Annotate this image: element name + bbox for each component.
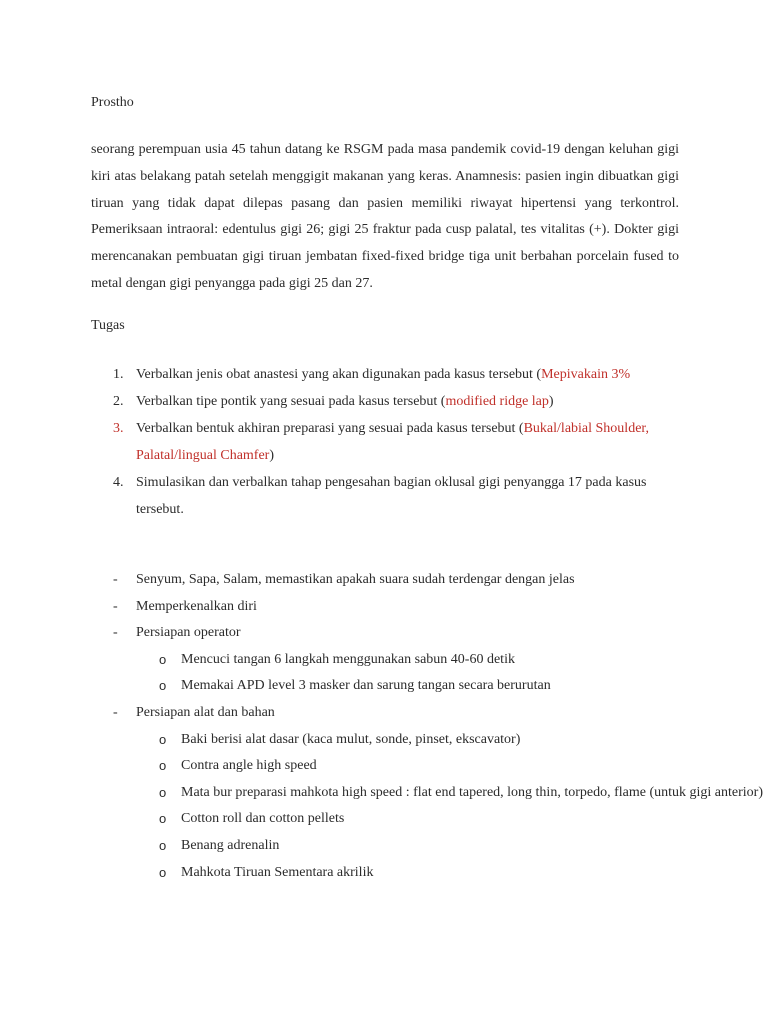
procedure-sublist bbox=[136, 727, 763, 887]
tugas-heading: Tugas bbox=[91, 318, 125, 333]
dash-marker: - bbox=[113, 625, 118, 641]
procedure-item bbox=[91, 620, 691, 700]
sub-item bbox=[91, 753, 768, 780]
bullet-marker: o bbox=[159, 678, 167, 694]
sub-item-text: Baki berisi alat dasar (kaca mulut, sonde, pinset, ekscavator) bbox=[181, 731, 521, 747]
task-item-4 bbox=[91, 469, 681, 523]
task-list bbox=[91, 361, 681, 523]
sub-item-text: Memakai APD level 3 masker dan sarung tangan secara berurutan bbox=[181, 678, 551, 694]
sub-item-text: Contra angle high speed bbox=[181, 758, 317, 774]
task-answer: modified ridge lap bbox=[445, 394, 549, 409]
bullet-marker: o bbox=[159, 784, 167, 800]
task-text: Simulasikan dan verbalkan tahap pengesahan bagian oklusal gigi penyangga 17 pada kasus tersebut. bbox=[136, 475, 647, 517]
task-text: Verbalkan bentuk akhiran preparasi yang sesuai pada kasus tersebut ( bbox=[136, 421, 524, 436]
procedure-item bbox=[91, 700, 763, 886]
task-item-2 bbox=[91, 388, 681, 415]
task-answer: Mepivakain 3% bbox=[541, 367, 631, 382]
task-number: 2. bbox=[113, 394, 124, 409]
dash-marker: - bbox=[113, 598, 118, 614]
dash-marker: - bbox=[113, 572, 118, 587]
sub-item bbox=[91, 727, 768, 754]
task-answer: Bukal/labial Shoulder, Palatal/lingual Chamfer bbox=[136, 421, 650, 463]
task-number: 4. bbox=[113, 475, 124, 490]
bullet-marker: o bbox=[159, 864, 167, 880]
task-close: ) bbox=[548, 394, 554, 409]
sub-item-text: Mata bur preparasi mahkota high speed : flat end tapered, long thin, torpedo, flame (untuk gigi anterior) bbox=[181, 784, 763, 800]
procedure-item bbox=[91, 594, 691, 621]
sub-item bbox=[91, 806, 768, 833]
sub-item bbox=[91, 673, 768, 700]
sub-item-text: Mahkota Tiruan Sementara akrilik bbox=[181, 864, 374, 880]
dash-marker: - bbox=[113, 704, 118, 720]
bullet-marker: o bbox=[159, 837, 167, 853]
bullet-marker: o bbox=[159, 651, 167, 667]
bullet-marker: o bbox=[159, 811, 167, 827]
procedure-text: Persiapan alat dan bahan bbox=[136, 704, 275, 720]
procedure-sublist bbox=[136, 647, 691, 700]
procedure-text: Senyum, Sapa, Salam, memastikan apakah suara sudah terdengar dengan jelas bbox=[136, 572, 575, 587]
procedure-text: Persiapan operator bbox=[136, 625, 241, 641]
case-paragraph: seorang perempuan usia 45 tahun datang ke RSGM pada masa pandemik covid-19 dengan keluhan gigi kiri atas belakang patah setelah menggigit makanan yang keras. Anamnesis: pasien ingin dibuatkan gigi tiruan yang tidak dapat dilepas pasang dan pasien memiliki riwayat hipertensi yang terkontrol. Pemeriksaan intraoral: edentulus gigi 26; gigi 25 fraktur pada cusp palatal, tes vitalitas (+). Dokter gigi merencanakan pembuatan gigi tiruan jembatan fixed-fixed bridge tiga unit berbahan porcelain fused to metal dengan gigi penyangga pada gigi 25 dan 27. bbox=[91, 142, 679, 291]
sub-item bbox=[91, 780, 768, 807]
procedure-text: Memperkenalkan diri bbox=[136, 598, 257, 614]
task-text: Verbalkan jenis obat anastesi yang akan digunakan pada kasus tersebut ( bbox=[136, 367, 542, 382]
task-number: 1. bbox=[113, 367, 124, 382]
bullet-marker: o bbox=[159, 758, 167, 774]
task-close: ) bbox=[269, 448, 275, 463]
sub-item-text: Benang adrenalin bbox=[181, 837, 280, 853]
bullet-marker: o bbox=[159, 731, 167, 747]
procedure-list bbox=[91, 567, 763, 886]
task-number: 3. bbox=[113, 421, 124, 436]
task-item-1 bbox=[91, 361, 681, 388]
sub-item bbox=[91, 833, 768, 860]
procedure-item bbox=[91, 567, 691, 594]
task-item-3 bbox=[91, 415, 681, 469]
document-title: Prostho bbox=[91, 95, 134, 110]
sub-item-text: Cotton roll dan cotton pellets bbox=[181, 811, 345, 827]
task-text: Verbalkan tipe pontik yang sesuai pada kasus tersebut ( bbox=[136, 394, 446, 409]
sub-item bbox=[91, 647, 768, 674]
sub-item-text: Mencuci tangan 6 langkah menggunakan sabun 40-60 detik bbox=[181, 651, 515, 667]
sub-item bbox=[91, 860, 768, 887]
